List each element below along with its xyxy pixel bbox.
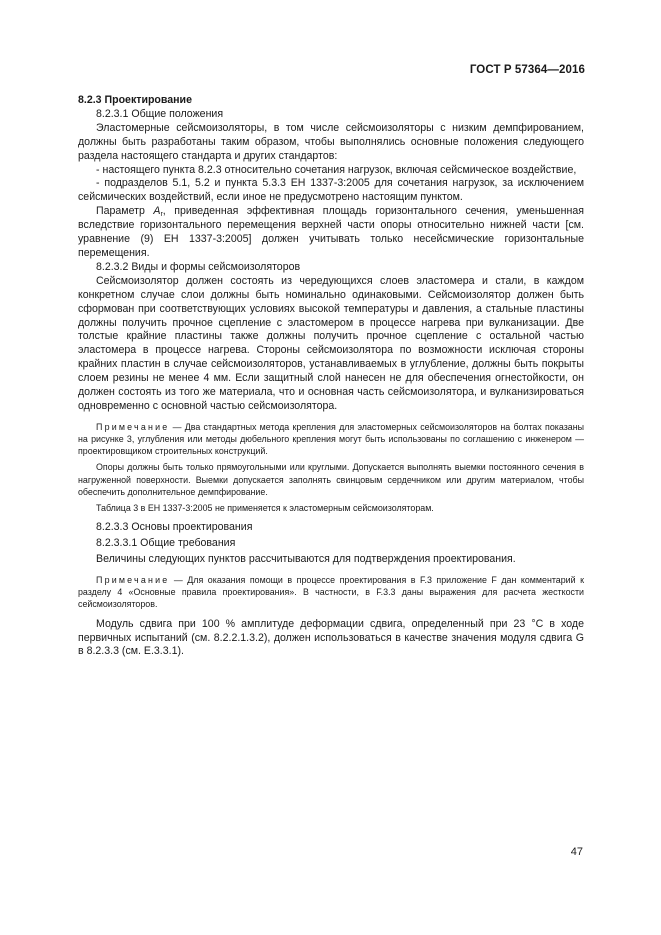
note-label: Примечание: [96, 421, 170, 432]
list-item-2: - подразделов 5.1, 5.2 и пункта 5.3.3 ЕН 1337-3:2005 для сочетания нагрузок, за исключением сейсмических воздействий, если иное не предусмотрено настоящим пунктом.: [78, 177, 584, 204]
paragraph-construction: Сейсмоизолятор должен состоять из чередующихся слоев эластомера и стали, в каждом конкретном случае слои должны быть номинально одинаковыми. Сейсмоизолятор должен быть сформован при соответствующих условиях высокой температуры и давления, а стальные пластины должны получить прочное сцепление с эластомером в процессе нагрева при вулканизации. Две толстые крайние пластины также должны получить прочное сцепление с остальной частью эластомера в процессе нагрева. Стороны сейсмоизолятора по возможности исключая стороны крайних пластин в случае сейсмоизоляторов, устанавливаемых в углубление, должны быть покрыты слоем резины не менее 4 мм. Если защитный слой нанесен не для обеспечения огнестойкости, он должен состоять из того же материала, что и основная часть сейсмоизолятора, и вулканизироваться одновременно с основной частью сейсмоизолятора.: [78, 274, 584, 412]
paragraph-area-prefix: Параметр: [96, 205, 154, 218]
page-number: 47: [570, 846, 583, 858]
subsection-title-general-requirements: 8.2.3.3.1 Общие требования: [96, 537, 236, 550]
document-body: [78, 94, 584, 659]
note-text: — Два стандартных метода крепления для эластомерных сейсмоизоляторов на болтах показаны на рисунке 3, углубления или методы дюбельного крепления могут быть использованы по соглашению с инженером — проектировщиком строительных конструкций.: [78, 421, 584, 457]
subsection-title-design-basis: 8.2.3.3 Основы проектирования: [96, 521, 253, 534]
note-label: Примечание: [96, 574, 170, 585]
paragraph-shear-modulus: Модуль сдвига при 100 % амплитуде деформации сдвига, определенный при 23 °С в ходе первичных испытаний (см. 8.2.2.1.3.2), должен использоваться в качестве значения модуля сдвига G в 8.2.3.3 (см. Е.3.3.1).: [78, 617, 584, 658]
note-text: — Для оказания помощи в процессе проектирования в F.3 приложение F дан комментарий к разделу 4 «Основные правила проектирования». В частности, в F.3.3 даны выражения для расчета жесткости сейсмоизоляторов.: [78, 574, 584, 610]
note-fixing-methods: [78, 421, 584, 458]
area-symbol: A: [153, 205, 161, 218]
paragraph-values: Величины следующих пунктов рассчитываются для подтверждения проектирования.: [96, 553, 516, 566]
standard-code-header: ГОСТ Р 57364—2016: [469, 64, 585, 76]
area-symbol-subscript: r: [160, 211, 163, 219]
list-item-1: - настоящего пункта 8.2.3 относительно сочетания нагрузок, включая сейсмическое воздействие,: [96, 163, 577, 176]
subsection-title-general: 8.2.3.1 Общие положения: [96, 107, 224, 120]
paragraph-area-parameter: [78, 205, 584, 261]
subsection-title-types: 8.2.3.2 Виды и формы сейсмоизоляторов: [96, 260, 301, 273]
paragraph-table-note: Таблица 3 в ЕН 1337-3:2005 не применяется к эластомерным сейсмоизоляторам.: [96, 503, 434, 514]
paragraph-area-rest: , приведенная эффективная площадь горизонтального сечения, уменьшенная вследствие горизонтального перемещения верхней части опоры относительно нижней части [см. уравнение (9) ЕН 1337-3:2005] должен учитывать только несейсмические горизонтальные перемещения.: [78, 205, 584, 259]
section-title: 8.2.3 Проектирование: [78, 94, 192, 106]
note-design-assistance: [78, 574, 584, 611]
paragraph-intro: Эластомерные сейсмоизоляторы, в том числе сейсмоизоляторы с низким демпфированием, должны быть разработаны таким образом, чтобы выполнялись основные положения следующего раздела настоящего стандарта и других стандартов:: [78, 121, 584, 162]
paragraph-bearing-shape: Опоры должны быть только прямоугольными или круглыми. Допускается выполнять выемки постоянного сечения в нагруженной поверхности. Выемки допускается заполнять свинцовым сердечником или другим материалом, чтобы обеспечить дополнительное демпфирование.: [78, 462, 584, 497]
